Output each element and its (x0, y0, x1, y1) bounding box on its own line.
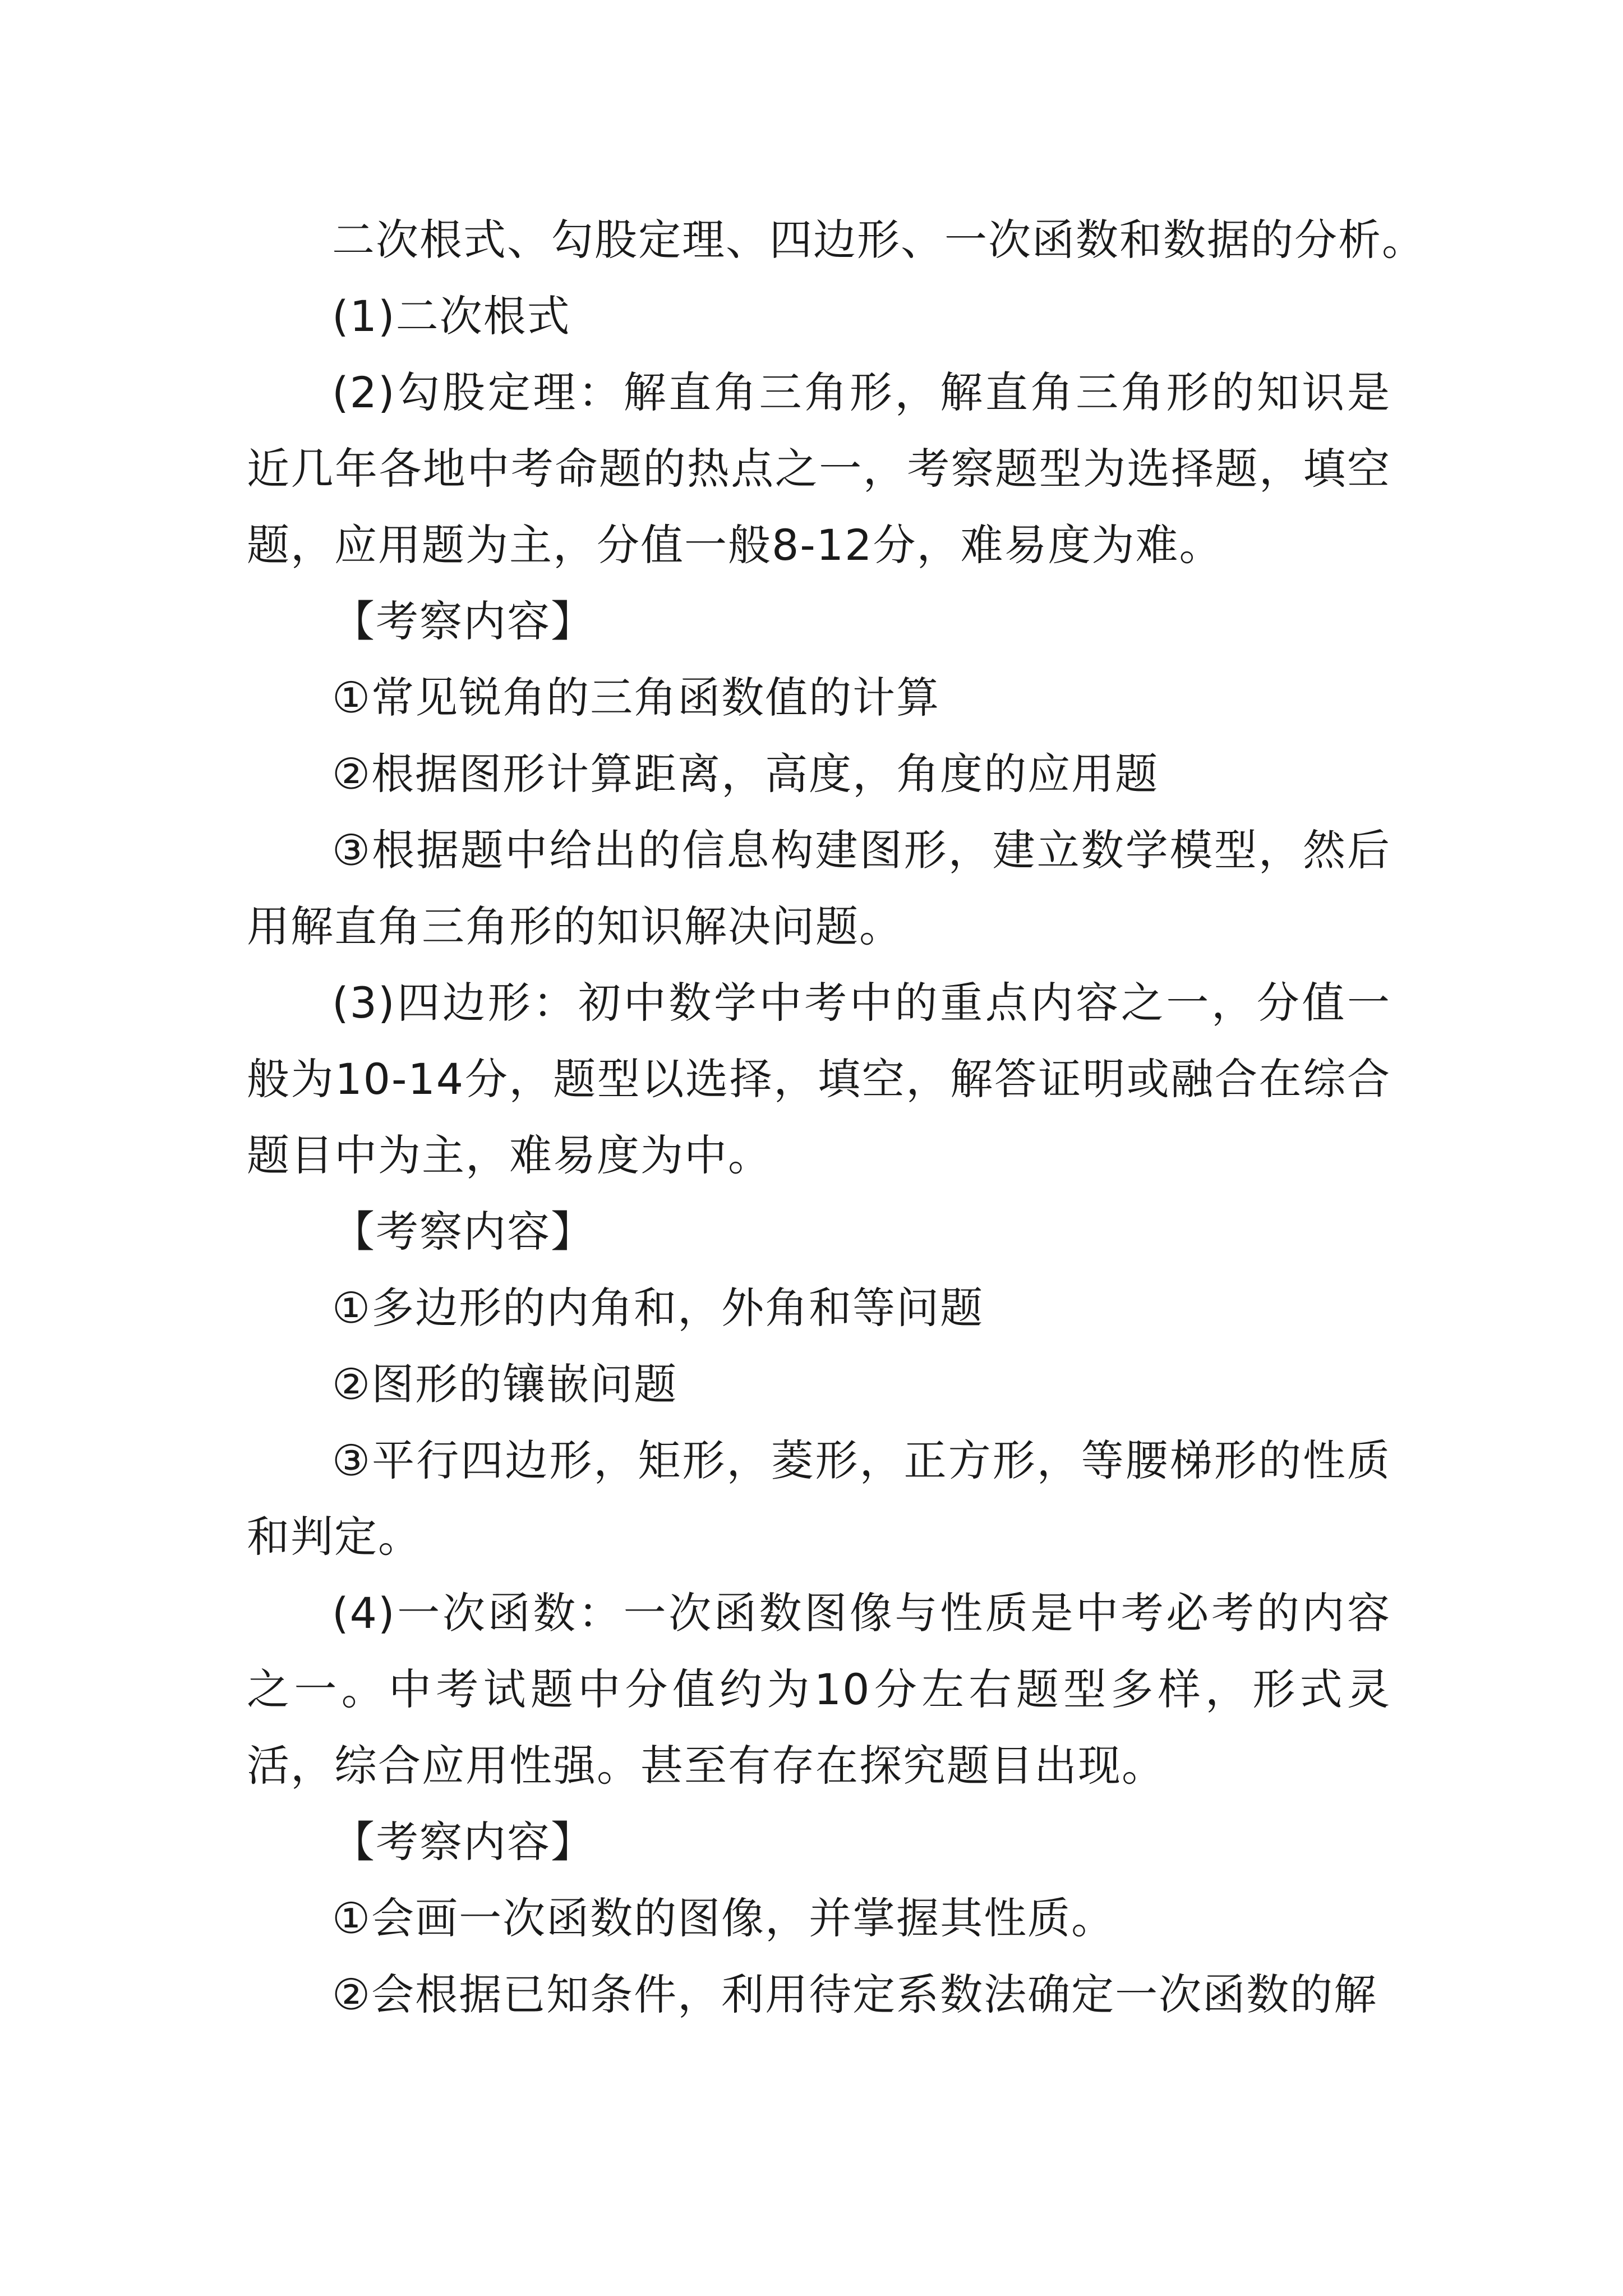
exam-content-heading-2: 【考察内容】 (332, 1207, 594, 1257)
list-item: ③根据题中给出的信息构建图形，建立数学模型，然后用解直角三角形的知识解决问题。 (247, 825, 1391, 951)
section-3-paragraph: (3)四边形：初中数学中考中的重点内容之一，分值一般为10-14分，题型以选择，填空，解答证明或融合在综合题目中为主，难易度为中。 (247, 978, 1391, 1180)
list-item: ①多边形的内角和，外角和等问题 (332, 1283, 984, 1333)
list-item: ③平行四边形，矩形，菱形，正方形，等腰梯形的性质和判定。 (247, 1435, 1391, 1562)
section-4-paragraph: (4)一次函数：一次函数图像与性质是中考必考的内容之一。中考试题中分值约为10分左右题型多样，形式灵活，综合应用性强。甚至有存在探究题目出现。 (247, 1588, 1391, 1791)
section-2-paragraph: (2)勾股定理：解直角三角形，解直角三角形的知识是近几年各地中考命题的热点之一，考察题型为选择题，填空题，应用题为主，分值一般8-12分，难易度为难。 (247, 367, 1391, 570)
exam-content-heading-3: 【考察内容】 (332, 1817, 594, 1867)
exam-content-heading-1: 【考察内容】 (332, 596, 594, 646)
list-item: ②会根据已知条件，利用待定系数法确定一次函数的解 (332, 1970, 1378, 2019)
section-1-heading: (1)二次根式 (332, 291, 571, 341)
list-item: ②图形的镶嵌问题 (332, 1359, 678, 1409)
document-page (247, 202, 1426, 2033)
intro-paragraph: 二次根式、勾股定理、四边形、一次函数和数据的分析。 (332, 215, 1426, 265)
list-item: ①会画一次函数的图像，并掌握其性质。 (332, 1893, 1115, 1943)
list-item: ①常见锐角的三角函数值的计算 (332, 673, 940, 723)
list-item: ②根据图形计算距离，高度，角度的应用题 (332, 749, 1159, 799)
